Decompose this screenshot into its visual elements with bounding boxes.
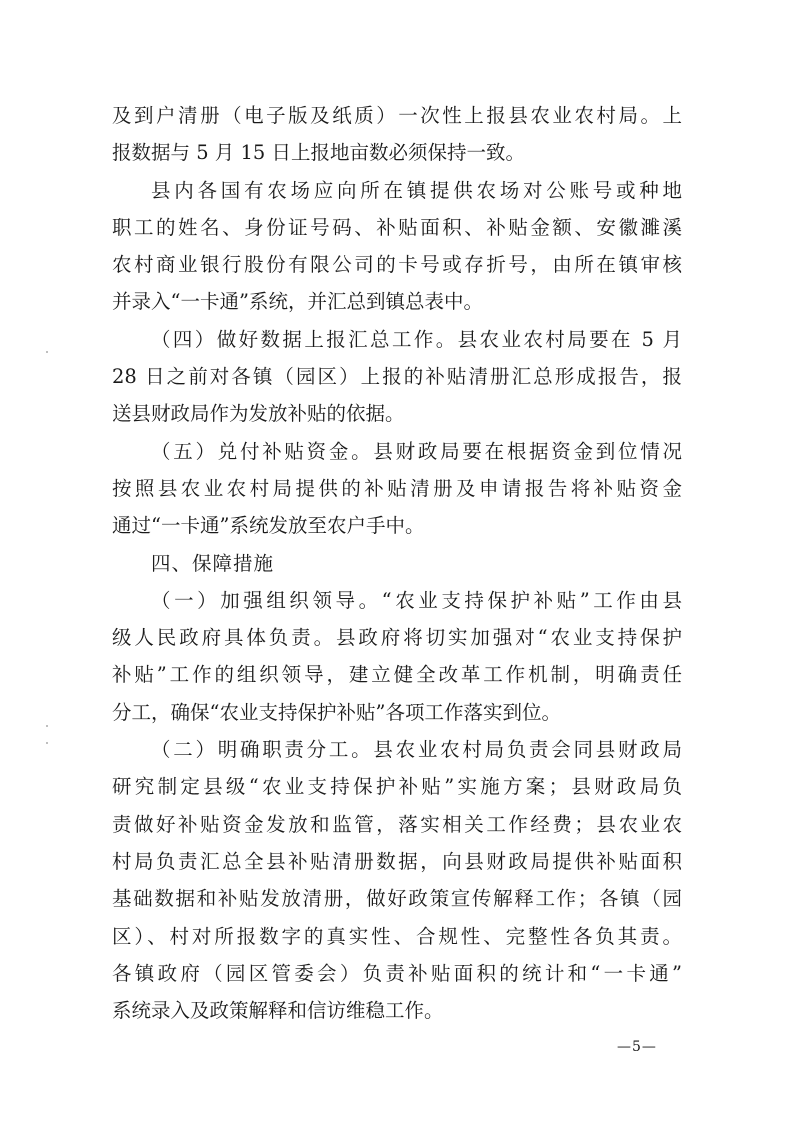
text-line: （二）明确职责分工。县农业农村局负责会同县财政局 (151, 738, 682, 762)
body-text (112, 97, 682, 1029)
text-line: 及到户清册（电子版及纸质）一次性上报县农业农村局。上 (112, 104, 682, 127)
section-heading: 四、保障措施 (151, 551, 275, 575)
text-line: 村局负责汇总全县补贴清册数据，向县财政局提供补贴面积 (112, 849, 682, 873)
text-line: 级人民政府具体负责。县政府将切实加强对“农业支持保护 (112, 626, 682, 650)
text-line: 通过“一卡通”系统发放至农户手中。 (112, 514, 425, 538)
scan-mark (46, 725, 48, 727)
text-line: 各镇政府（园区管委会）负责补贴面积的统计和“一卡通” (112, 961, 682, 985)
text-line: 县内各国有农场应向所在镇提供农场对公账号或种地 (151, 178, 682, 202)
text-line: 基础数据和补贴发放清册，做好政策宣传解释工作；各镇（园 (112, 887, 682, 911)
text-line: 并录入“一卡通”系统，并汇总到镇总表中。 (112, 290, 483, 314)
page-number: —5— (617, 1039, 657, 1055)
text-line: 报数据与 5 月 15 日上报地亩数必须保持一致。 (112, 141, 526, 165)
text-line: 按照县农业农村局提供的补贴清册及申请报告将补贴资金 (112, 476, 682, 500)
text-line: 分工，确保“农业支持保护补贴”各项工作落实到位。 (112, 700, 561, 724)
text-line: （四）做好数据上报汇总工作。县农业农村局要在 5 月 (151, 327, 682, 351)
text-line: 补贴”工作的组织领导，建立健全改革工作机制，明确责任 (112, 663, 682, 687)
text-line: （一）加强组织领导。“农业支持保护补贴”工作由县 (151, 588, 682, 612)
text-line: 农村商业银行股份有限公司的卡号或存折号，由所在镇审核 (112, 253, 682, 277)
text-line: 区）、村对所报数字的真实性、合规性、完整性各负其责。 (112, 924, 682, 948)
text-line: 28 日之前对各镇（园区）上报的补贴清册汇总形成报告，报 (112, 365, 682, 389)
scan-mark (46, 742, 48, 744)
text-line: 研究制定县级“农业支持保护补贴”实施方案；县财政局负 (112, 775, 682, 799)
text-line: 职工的姓名、身份证号码、补贴面积、补贴金额、安徽濉溪 (112, 215, 682, 239)
scan-mark (46, 351, 48, 353)
text-line: 送县财政局作为发放补贴的依据。 (112, 402, 405, 426)
text-line: （五）兑付补贴资金。县财政局要在根据资金到位情况 (151, 439, 682, 463)
text-line: 系统录入及政策解释和信访维稳工作。 (112, 999, 444, 1023)
text-line: 责做好补贴资金发放和监管，落实相关工作经费；县农业农 (112, 812, 682, 836)
